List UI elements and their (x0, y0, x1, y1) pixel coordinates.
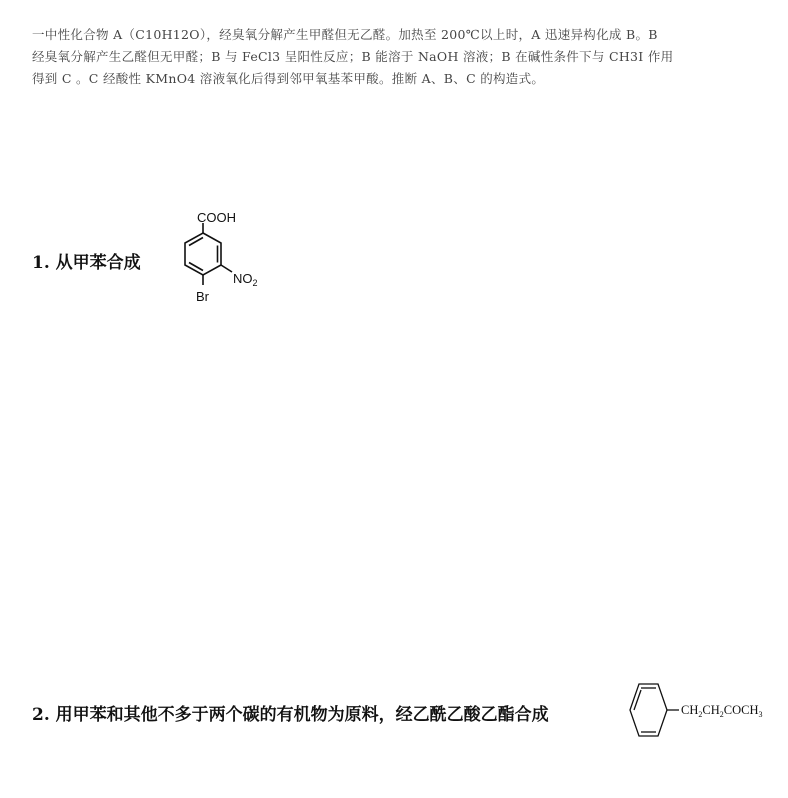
problem-intro (32, 24, 732, 90)
question-2-title: 2. 用甲苯和其他不多于两个碳的有机物为原料，经乙酰乙酸乙酯合成 (32, 705, 549, 725)
structure-2-diagram (615, 676, 785, 746)
structure-1-diagram (170, 205, 280, 315)
intro-line-3: 得到 C 。C 经酸性 KMnO4 溶液氧化后得到邻甲氧基苯甲酸。推断 A、B、C 的构造式。 (32, 71, 545, 86)
question-1-title: 1. 从甲苯合成 (32, 253, 141, 273)
intro-line-2: 经臭氧分解产生乙醛但无甲醛；B 与 FeCl3 呈阳性反应；B 能溶于 NaOH 溶液；B 在碱性条件下与 CH3I 作用 (32, 49, 674, 64)
bromo-label: Br (196, 289, 209, 304)
cooh-label: COOH (197, 210, 236, 225)
side-chain-label: $CH_2CH_2COCH_3$ (681, 703, 763, 719)
benzene-ring-1 (185, 223, 232, 285)
nitro-label: $NO_2$ (233, 271, 258, 288)
benzene-ring-2 (630, 684, 679, 736)
intro-line-1: 一中性化合物 A（C10H12O），经臭氧分解产生甲醛但无乙醛。加热至 200℃以上时，A 迅速异构化成 B。B (32, 27, 658, 42)
